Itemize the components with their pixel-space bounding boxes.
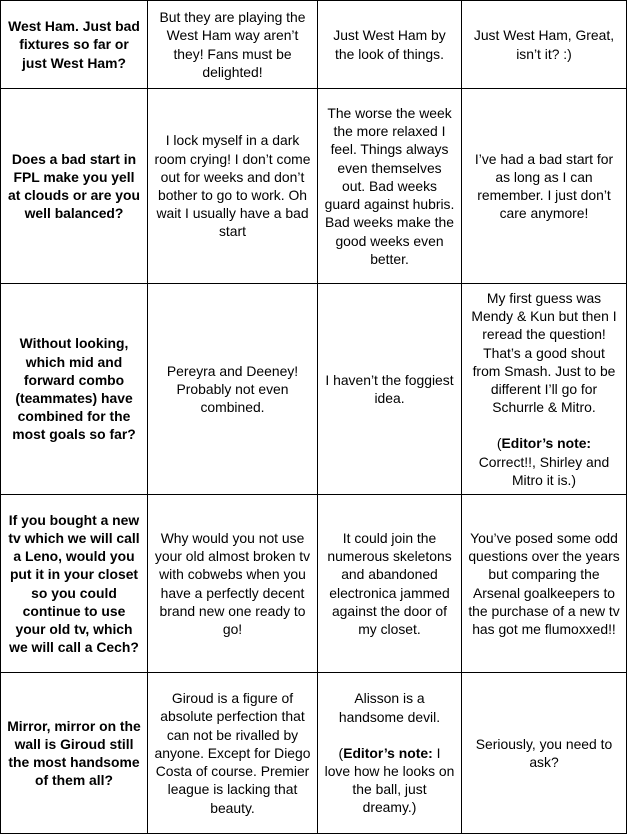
answer-text: Alisson is a handsome devil.: [338, 690, 441, 725]
answer-cell: But they are playing the West Ham way aren’t they! Fans must be delighted!: [148, 1, 318, 89]
question-cell: If you bought a new tv which we will call a Leno, would you put it in your closet so you could continue to use your old tv, which we will call a Cech?: [1, 495, 148, 673]
question-cell: Does a bad start in FPL make you yell at clouds or are you well balanced?: [1, 89, 148, 284]
answer-cell: [318, 673, 462, 834]
table-row: [1, 495, 627, 673]
answer-cell: The worse the week the more relaxed I feel. Things always even themselves out. Bad weeks guard against hubris. Bad weeks make the good weeks even better.: [318, 89, 462, 284]
answer-cell: Pereyra and Deeney! Probably not even combined.: [148, 284, 318, 495]
table-row: [1, 1, 627, 89]
answer-cell: You’ve posed some odd questions over the years but comparing the Arsenal goalkeepers to the purchase of a new tv has got me flumoxxed!!: [462, 495, 627, 673]
answer-cell: Seriously, you need to ask?: [462, 673, 627, 834]
answer-cell: Why would you not use your old almost broken tv with cobwebs when you have a perfectly decent brand new one ready to go!: [148, 495, 318, 673]
answer-text: My first guess was Mendy & Kun but then I reread the question! That’s a good shout from Smash. Just to be different I’ll go for Schurrle & Mitro.: [471, 289, 617, 416]
answer-cell: Giroud is a figure of absolute perfection that can not be rivalled by anyone. Except for Diego Costa of course. Premier league is lacking that beauty.: [148, 673, 318, 834]
editor-note-label: Editor’s note:: [501, 435, 592, 452]
question-cell: West Ham. Just bad fixtures so far or just West Ham?: [1, 1, 148, 89]
answer-cell: Just West Ham by the look of things.: [318, 1, 462, 89]
answer-cell: [462, 284, 627, 495]
question-cell: Mirror, mirror on the wall is Giroud still the most handsome of them all?: [1, 673, 148, 834]
editor-note-prefix: (: [338, 744, 344, 761]
answer-cell: Just West Ham, Great, isn’t it? :): [462, 1, 627, 89]
answer-cell: It could join the numerous skeletons and abandoned electronica jammed against the door of my closet.: [318, 495, 462, 673]
editor-note-text: I love how he looks on the ball, just dreamy.): [324, 744, 455, 816]
table-row: [1, 89, 627, 284]
editor-note-label: Editor’s note:: [343, 744, 433, 761]
editor-note-prefix: (: [496, 435, 502, 452]
answer-cell: I lock myself in a dark room crying! I don’t come out for weeks and don’t bother to go to work. Oh wait I usually have a bad start: [148, 89, 318, 284]
question-cell: Without looking, which mid and forward combo (teammates) have combined for the most goals so far?: [1, 284, 148, 495]
answer-cell: I’ve had a bad start for as long as I can remember. I just don’t care anymore!: [462, 89, 627, 284]
table-row: [1, 284, 627, 495]
table-row: [1, 673, 627, 834]
editor-note-text: Correct!!, Shirley and Mitro it is.): [478, 453, 610, 488]
answer-cell: I haven’t the foggiest idea.: [318, 284, 462, 495]
